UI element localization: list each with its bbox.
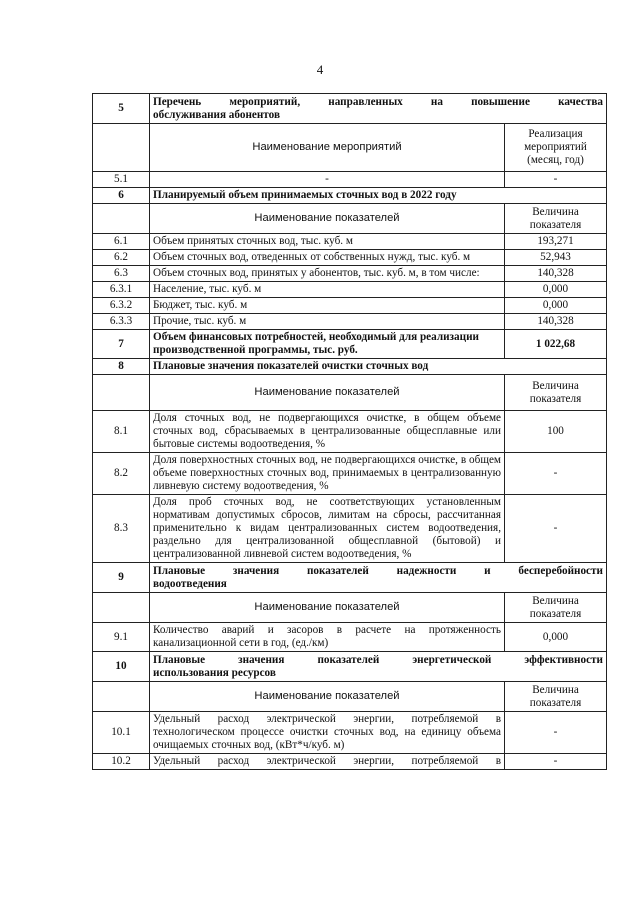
column-header-name: Наименование показателей — [150, 593, 505, 623]
section-number: 9 — [93, 563, 150, 593]
column-header-row — [93, 593, 607, 623]
section-title: Планируемый объем принимаемых сточных вод в 2022 году — [150, 188, 607, 204]
row-value: 0,000 — [505, 282, 607, 298]
column-header-row — [93, 682, 607, 712]
row-number: 5.1 — [93, 172, 150, 188]
row-number: 8.3 — [93, 495, 150, 563]
table-row — [93, 250, 607, 266]
row-value: - — [505, 172, 607, 188]
section-6-header — [93, 188, 607, 204]
page-number: 4 — [316, 62, 324, 77]
row-number: 10.1 — [93, 712, 150, 754]
table-row — [93, 623, 607, 652]
program-table — [92, 93, 607, 770]
section-number: 6 — [93, 188, 150, 204]
row-name: Доля сточных вод, не подвергающихся очистке, в общем объеме сточных вод, сбрасываемых в централизованные общесплавные или бытовые системы водоотведения, % — [150, 411, 505, 453]
column-header-value: Реализация мероприятий (месяц, год) — [505, 124, 607, 172]
table-row — [93, 234, 607, 250]
column-header-name: Наименование мероприятий — [150, 124, 505, 172]
table-row — [93, 411, 607, 453]
column-header-row — [93, 375, 607, 411]
table-row — [93, 754, 607, 770]
table-row — [93, 495, 607, 563]
row-name: - — [150, 172, 505, 188]
section-8-header — [93, 359, 607, 375]
row-value: - — [505, 712, 607, 754]
section-title-line1: Перечень мероприятий, направленных на повышение качества — [153, 95, 603, 108]
column-header-name: Наименование показателей — [150, 682, 505, 712]
row-value: 140,328 — [505, 314, 607, 330]
column-header-value: Величина показателя — [505, 204, 607, 234]
row-value: 100 — [505, 411, 607, 453]
row-number: 10.2 — [93, 754, 150, 770]
section-5-header — [93, 94, 607, 124]
row-value: 140,328 — [505, 266, 607, 282]
column-header-row — [93, 124, 607, 172]
section-9-header — [93, 563, 607, 593]
row-number: 8.2 — [93, 453, 150, 495]
section-title — [150, 563, 607, 593]
column-header-value: Величина показателя — [505, 375, 607, 411]
row-value: - — [505, 754, 607, 770]
section-7-row — [93, 330, 607, 359]
column-header-value: Величина показателя — [505, 593, 607, 623]
table-row — [93, 172, 607, 188]
row-name: Население, тыс. куб. м — [150, 282, 505, 298]
section-title-line2: использования ресурсов — [153, 666, 276, 679]
row-name: Прочие, тыс. куб. м — [150, 314, 505, 330]
row-number: 6.1 — [93, 234, 150, 250]
row-name: Объем сточных вод, принятых у абонентов, тыс. куб. м, в том числе: — [150, 266, 505, 282]
row-number: 6.3 — [93, 266, 150, 282]
row-value: - — [505, 453, 607, 495]
row-number: 6.3.1 — [93, 282, 150, 298]
section-title: Плановые значения показателей очистки сточных вод — [150, 359, 607, 375]
section-title: Объем финансовых потребностей, необходимый для реализации производственной программы, тыс. руб. — [150, 330, 505, 359]
section-number: 10 — [93, 652, 150, 682]
section-title — [150, 94, 607, 124]
section-number: 5 — [93, 94, 150, 124]
row-name: Удельный расход электрической энергии, потребляемой в технологическом процессе очистки сточных вод, на единицу объема очищаемых сточных вод, (кВт*ч/куб. м) — [150, 712, 505, 754]
column-header-name: Наименование показателей — [150, 204, 505, 234]
section-title — [150, 652, 607, 682]
row-name: Доля проб сточных вод, не соответствующих установленным нормативам допустимых сбросов, лимитам на сбросы, рассчитанная применительно к видам централизованных систем водоотведения, раздельно для централизованной общесплавной (бытовой) и централизованной ливневой систем водоотведения, % — [150, 495, 505, 563]
row-number: 6.3.2 — [93, 298, 150, 314]
table-row — [93, 453, 607, 495]
section-title-line1: Плановые значения показателей надежности и бесперебойности — [153, 564, 603, 577]
section-number: 7 — [93, 330, 150, 359]
row-number: 6.2 — [93, 250, 150, 266]
section-10-header — [93, 652, 607, 682]
section-title-line2: обслуживания абонентов — [153, 108, 281, 121]
table-row — [93, 712, 607, 754]
row-value: 52,943 — [505, 250, 607, 266]
row-value: 0,000 — [505, 298, 607, 314]
table-row — [93, 266, 607, 282]
column-header-row — [93, 204, 607, 234]
row-name: Объем принятых сточных вод, тыс. куб. м — [150, 234, 505, 250]
row-value: - — [505, 495, 607, 563]
row-name: Количество аварий и засоров в расчете на протяженность канализационной сети в год, (ед./км) — [150, 623, 505, 652]
table-row — [93, 282, 607, 298]
table-row — [93, 314, 607, 330]
section-number: 8 — [93, 359, 150, 375]
section-title-line1: Плановые значения показателей энергетической эффективности — [153, 653, 603, 666]
row-number: 9.1 — [93, 623, 150, 652]
row-name: Доля поверхностных сточных вод, не подвергающихся очистке, в общем объеме поверхностных сточных вод, принимаемых в централизованную ливневую систему водоотведения, % — [150, 453, 505, 495]
row-name: Объем сточных вод, отведенных от собственных нужд, тыс. куб. м — [150, 250, 505, 266]
row-value: 0,000 — [505, 623, 607, 652]
row-value: 1 022,68 — [505, 330, 607, 359]
table-row — [93, 298, 607, 314]
row-number: 8.1 — [93, 411, 150, 453]
section-title-line2: водоотведения — [153, 577, 227, 590]
row-name: Удельный расход электрической энергии, потребляемой в — [150, 754, 505, 770]
row-number: 6.3.3 — [93, 314, 150, 330]
row-value: 193,271 — [505, 234, 607, 250]
column-header-name: Наименование показателей — [150, 375, 505, 411]
column-header-value: Величина показателя — [505, 682, 607, 712]
row-name: Бюджет, тыс. куб. м — [150, 298, 505, 314]
